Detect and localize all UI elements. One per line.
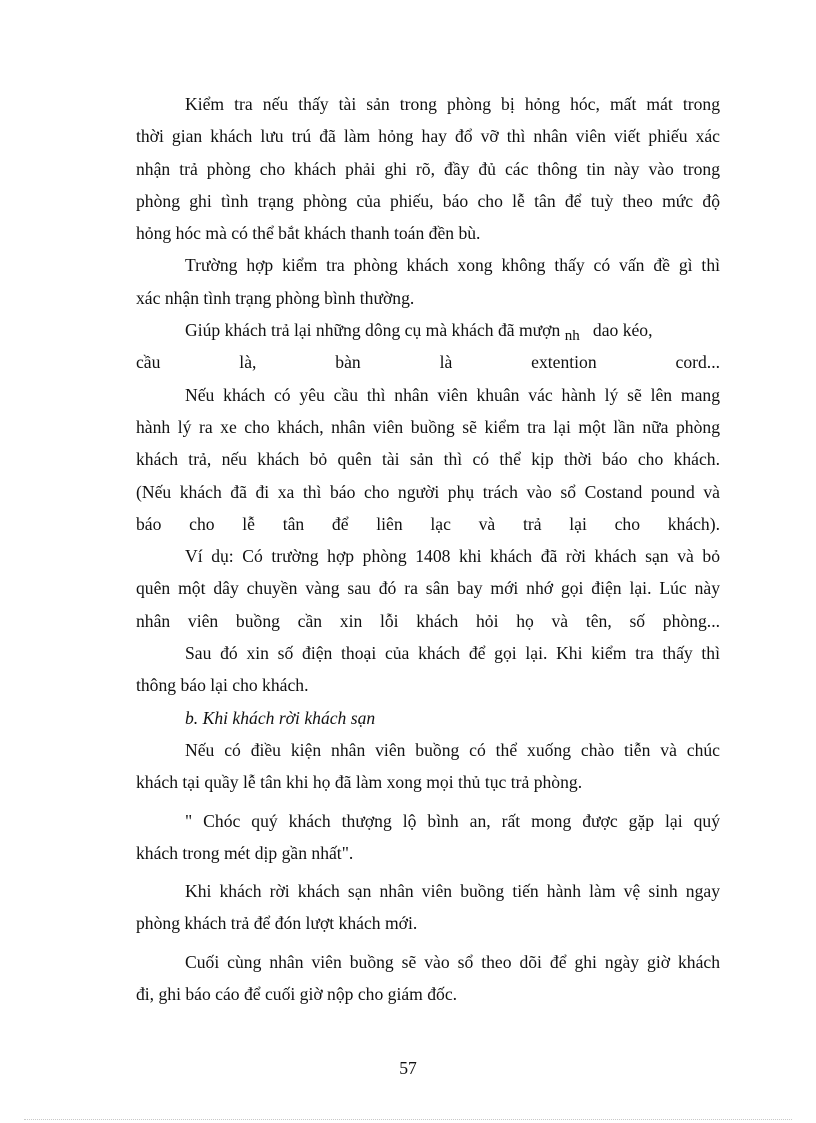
paragraph-farewell (136, 734, 720, 799)
text-line: nhân viên buồng cần xin lỗi khách hỏi họ và tên, số phòng... (136, 610, 720, 631)
text-line: hành lý ra xe cho khách, nhân viên buồng sẽ kiểm tra lại một lần nữa phòng (136, 416, 720, 437)
text-line: khách tại quầy lễ tân khi họ đã làm xong mọi thủ tục trả phòng. (136, 772, 583, 793)
paragraph-quote (136, 805, 720, 870)
text-fragment: Giúp khách trả lại những dông cụ mà khách đã mượn (185, 320, 561, 341)
text-line: báo cho lễ tân để liên lạc và trả lại cho khách). (136, 513, 720, 534)
text-line: Nếu có điều kiện nhân viên buồng có thể xuống chào tiễn và chúc (185, 739, 720, 760)
text-line: Ví dụ: Có trường hợp phòng 1408 khi khách đã rời khách sạn và bỏ (185, 546, 720, 567)
text-line: (Nếu khách đã đi xa thì báo cho người phụ trách vào sổ Costand pound và (136, 481, 720, 502)
text-line (136, 314, 720, 346)
paragraph-example (136, 540, 720, 637)
page-number: 57 (399, 1058, 417, 1078)
text-line: " Chóc quý khách thượng lộ bình an, rất mong được gặp lại quý (185, 810, 720, 831)
paragraph-return-items (136, 314, 720, 379)
text-line: Nếu khách có yêu cầu thì nhân viên khuân vác hành lý sẽ lên mang (185, 384, 720, 405)
text-line: hỏng hóc mà có thể bắt khách thanh toán đền bù. (136, 223, 481, 244)
text-line: Khi khách rời khách sạn nhân viên buồng tiến hành làm vệ sinh ngay (185, 881, 720, 902)
text-line: đi, ghi báo cáo để cuối giờ nộp cho giám đốc. (136, 984, 458, 1005)
text-fragment-small: nh (564, 328, 580, 345)
text-line: cầu là, bàn là extention cord... (136, 352, 720, 373)
text-line: Trường hợp kiểm tra phòng khách xong không thấy có vấn đề gì thì (185, 255, 720, 276)
paragraph-report (136, 946, 720, 1011)
text-line: phòng ghi tình trạng phòng của phiếu, báo cho lễ tân để tuỳ theo mức độ (136, 190, 720, 211)
text-line: xác nhận tình trạng phòng bình thường. (136, 287, 415, 308)
text-line: khách trong mét dịp gần nhất". (136, 842, 354, 863)
section-heading: b. Khi khách rời khách sạn (185, 707, 376, 728)
paragraph-call-back (136, 637, 720, 702)
text-line: khách trả, nếu khách bỏ quên tài sản thì có thể kịp thời báo cho khách. (136, 449, 720, 470)
footer-divider (24, 1119, 792, 1120)
text-line: quên một dây chuyền vàng sau đó ra sân bay mới nhớ gọi điện lại. Lúc này (136, 578, 720, 599)
text-line: nhận trả phòng cho khách phải ghi rõ, đầy đủ các thông tin này vào trong (136, 158, 720, 179)
paragraph-no-issue (136, 249, 720, 314)
text-line: phòng khách trả để đón lượt khách mới. (136, 913, 418, 934)
text-line: Kiểm tra nếu thấy tài sản trong phòng bị hỏng hóc, mất mát trong (185, 94, 720, 114)
paragraph-luggage (136, 379, 720, 540)
text-line: thông báo lại cho khách. (136, 675, 309, 696)
text-line: Cuối cùng nhân viên buồng sẽ vào sổ theo dõi để ghi ngày giờ khách (185, 951, 720, 972)
text-line: Sau đó xin số điện thoại của khách để gọi lại. Khi kiểm tra thấy thì (185, 643, 720, 664)
body-text (136, 88, 720, 1010)
paragraph-damage-check (136, 88, 720, 249)
text-line: thời gian khách lưu trú đã làm hỏng hay đổ vỡ thì nhân viên viết phiếu xác (136, 126, 720, 147)
text-fragment: dao kéo, (592, 320, 653, 341)
paragraph-cleaning (136, 875, 720, 940)
